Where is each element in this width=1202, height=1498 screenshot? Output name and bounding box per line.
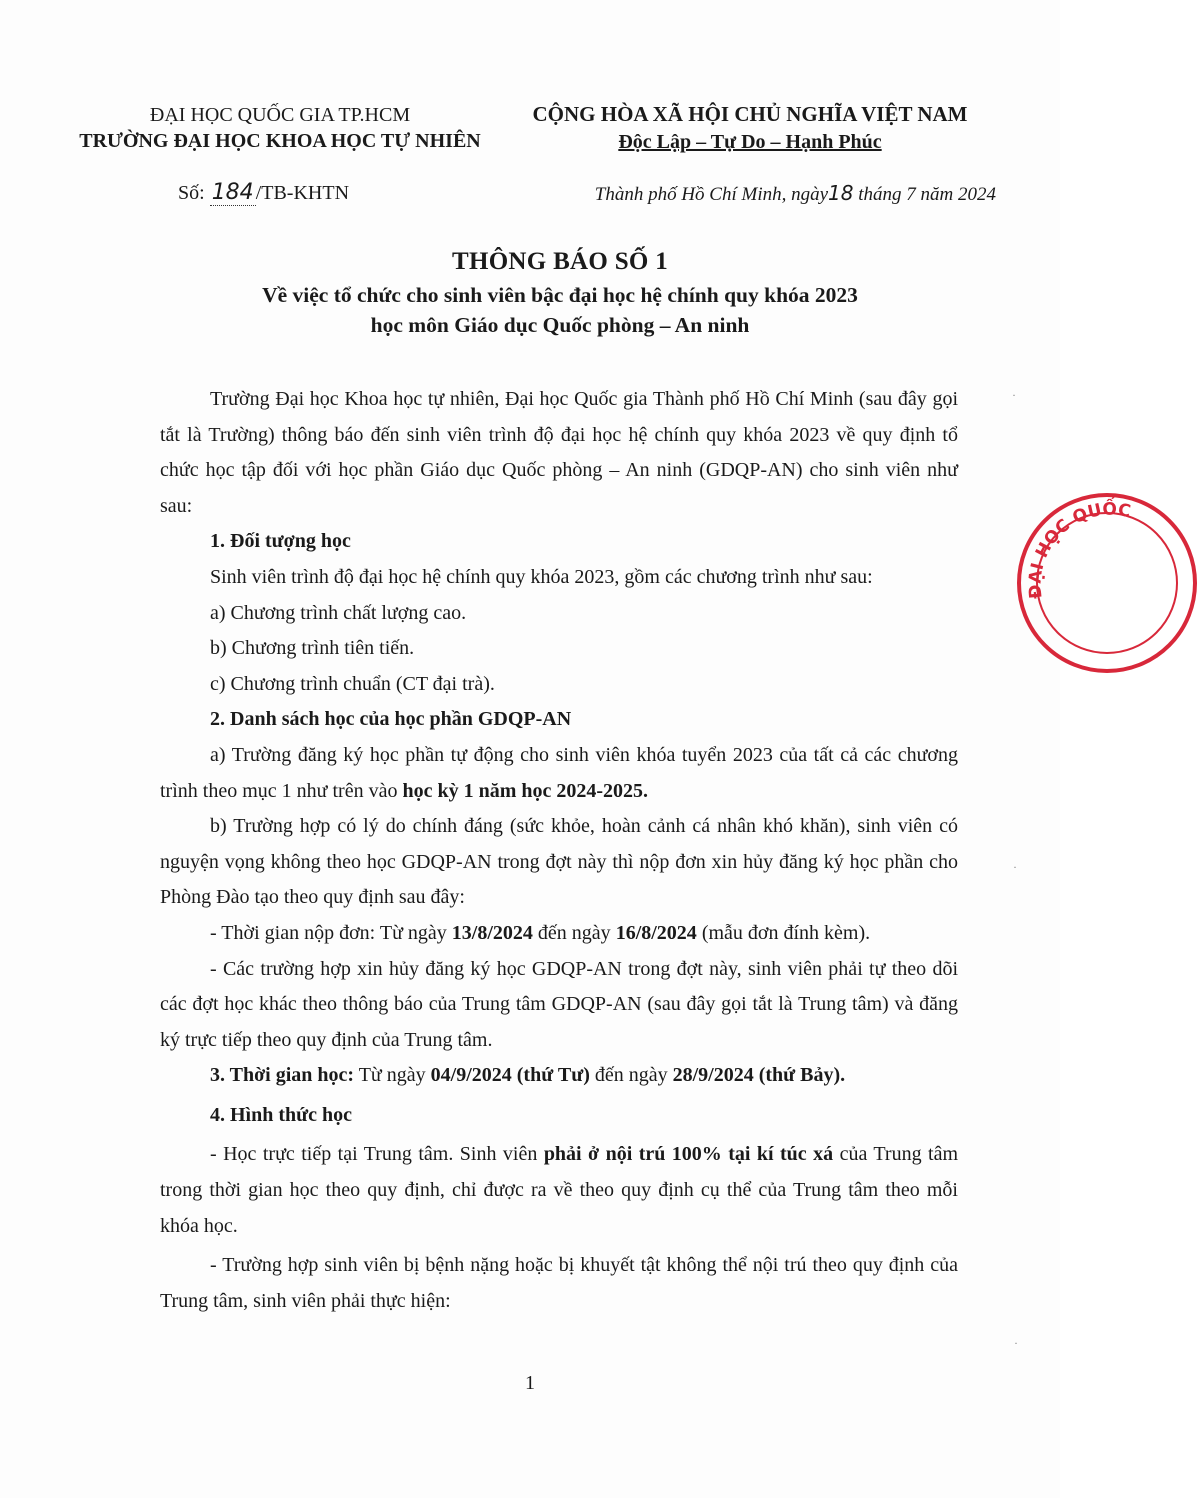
national-title: CỘNG HÒA XÃ HỘI CHỦ NGHĨA VIỆT NAM bbox=[532, 102, 968, 126]
list-item: b) Chương trình tiên tiến. bbox=[210, 637, 415, 660]
document-date: Thành phố Hồ Chí Minh, ngày18 tháng 7 năm 2024 bbox=[594, 181, 996, 205]
list-item: a) Chương trình chất lượng cao. bbox=[210, 601, 467, 624]
page-number: 1 bbox=[525, 1372, 535, 1394]
section-1-heading: 1. Đối tượng học bbox=[210, 530, 351, 553]
official-seal-icon bbox=[1012, 488, 1202, 678]
section-4-p2: - Trường hợp sinh viên bị bệnh nặng hoặc bị khuyết tật không thể nội trú theo quy định của Trung tâm, sinh viên phải thực hiện: bbox=[160, 1254, 958, 1312]
document-number: Số: 184 /TB-KHTN bbox=[178, 180, 350, 205]
submission-time: - Thời gian nộp đơn: Từ ngày 13/8/2024 đến ngày 16/8/2024 (mẫu đơn đính kèm). bbox=[210, 921, 871, 944]
issuer-parent: ĐẠI HỌC QUỐC GIA TP.HCM bbox=[149, 104, 411, 126]
seal-text: ĐẠI HỌC QUỐC bbox=[1025, 499, 1133, 600]
scan-speck: · bbox=[1012, 388, 1016, 402]
section-2-a: a) Trường đăng ký học phần tự động cho sinh viên khóa tuyển 2023 của tất cả các chương trình theo mục 1 như trên vào học kỳ 1 năm học 2024-2025. bbox=[160, 743, 958, 802]
section-2-b: b) Trường hợp có lý do chính đáng (sức khỏe, hoàn cảnh cá nhân khó khăn), sinh viên có nguyện vọng không theo học GDQP-AN trong đợt này thì nộp đơn xin hủy đăng ký học phần cho Phòng Đào tạo theo quy định sau đây: bbox=[160, 815, 958, 909]
section-2-heading: 2. Danh sách học của học phần GDQP-AN bbox=[210, 708, 572, 731]
document-subtitle-2: học môn Giáo dục Quốc phòng – An ninh bbox=[370, 313, 750, 337]
section-4-heading: 4. Hình thức học bbox=[210, 1103, 353, 1126]
scan-speck: · bbox=[1014, 1336, 1018, 1350]
cancel-note: - Các trường hợp xin hủy đăng ký học GDQP-AN trong đợt này, sinh viên phải tự theo dõi các đợt học khác theo thông báo của Trung tâm GDQP-AN (sau đây gọi tắt là Trung tâm) và đăng ký trực tiếp theo quy định của Trung tâm. bbox=[160, 957, 958, 1051]
national-motto: Độc Lập – Tự Do – Hạnh Phúc bbox=[618, 131, 882, 153]
intro-paragraph: Trường Đại học Khoa học tự nhiên, Đại học Quốc gia Thành phố Hồ Chí Minh (sau đây gọi tắt là Trường) thông báo đến sinh viên trình độ đại học hệ chính quy khóa 2023 về quy định tổ chức học tập đối với học phần Giáo dục Quốc phòng – An ninh (GDQP-AN) cho sinh viên như sau: bbox=[160, 388, 958, 517]
document-body bbox=[160, 382, 958, 1319]
section-3: 3. Thời gian học: Từ ngày 04/9/2024 (thứ Tư) đến ngày 28/9/2024 (thứ Bảy). bbox=[210, 1064, 846, 1087]
list-item: c) Chương trình chuẩn (CT đại trà). bbox=[210, 672, 495, 695]
svg-text:ĐẠI HỌC QUỐC bbox=[1025, 496, 1132, 600]
section-1-text: Sinh viên trình độ đại học hệ chính quy khóa 2023, gồm các chương trình như sau: bbox=[210, 565, 873, 588]
handwritten-number: 184 bbox=[211, 180, 254, 205]
national-header bbox=[505, 100, 995, 156]
scan-speck: · bbox=[1013, 860, 1017, 874]
handwritten-day: 18 bbox=[828, 181, 854, 205]
section-4-p1: - Học trực tiếp tại Trung tâm. Sinh viên phải ở nội trú 100% tại kí túc xá của Trung tâm trong thời gian học theo quy định, chỉ được ra về theo quy định cụ thể của Trung tâm theo mỗi khóa học. bbox=[160, 1143, 959, 1237]
issuer-header bbox=[60, 102, 500, 154]
issuer-name: TRƯỜNG ĐẠI HỌC KHOA HỌC TỰ NHIÊN bbox=[79, 130, 481, 152]
document-subtitle-1: Về việc tổ chức cho sinh viên bậc đại học hệ chính quy khóa 2023 bbox=[262, 283, 858, 307]
document-title: THÔNG BÁO SỐ 1 bbox=[451, 248, 669, 275]
